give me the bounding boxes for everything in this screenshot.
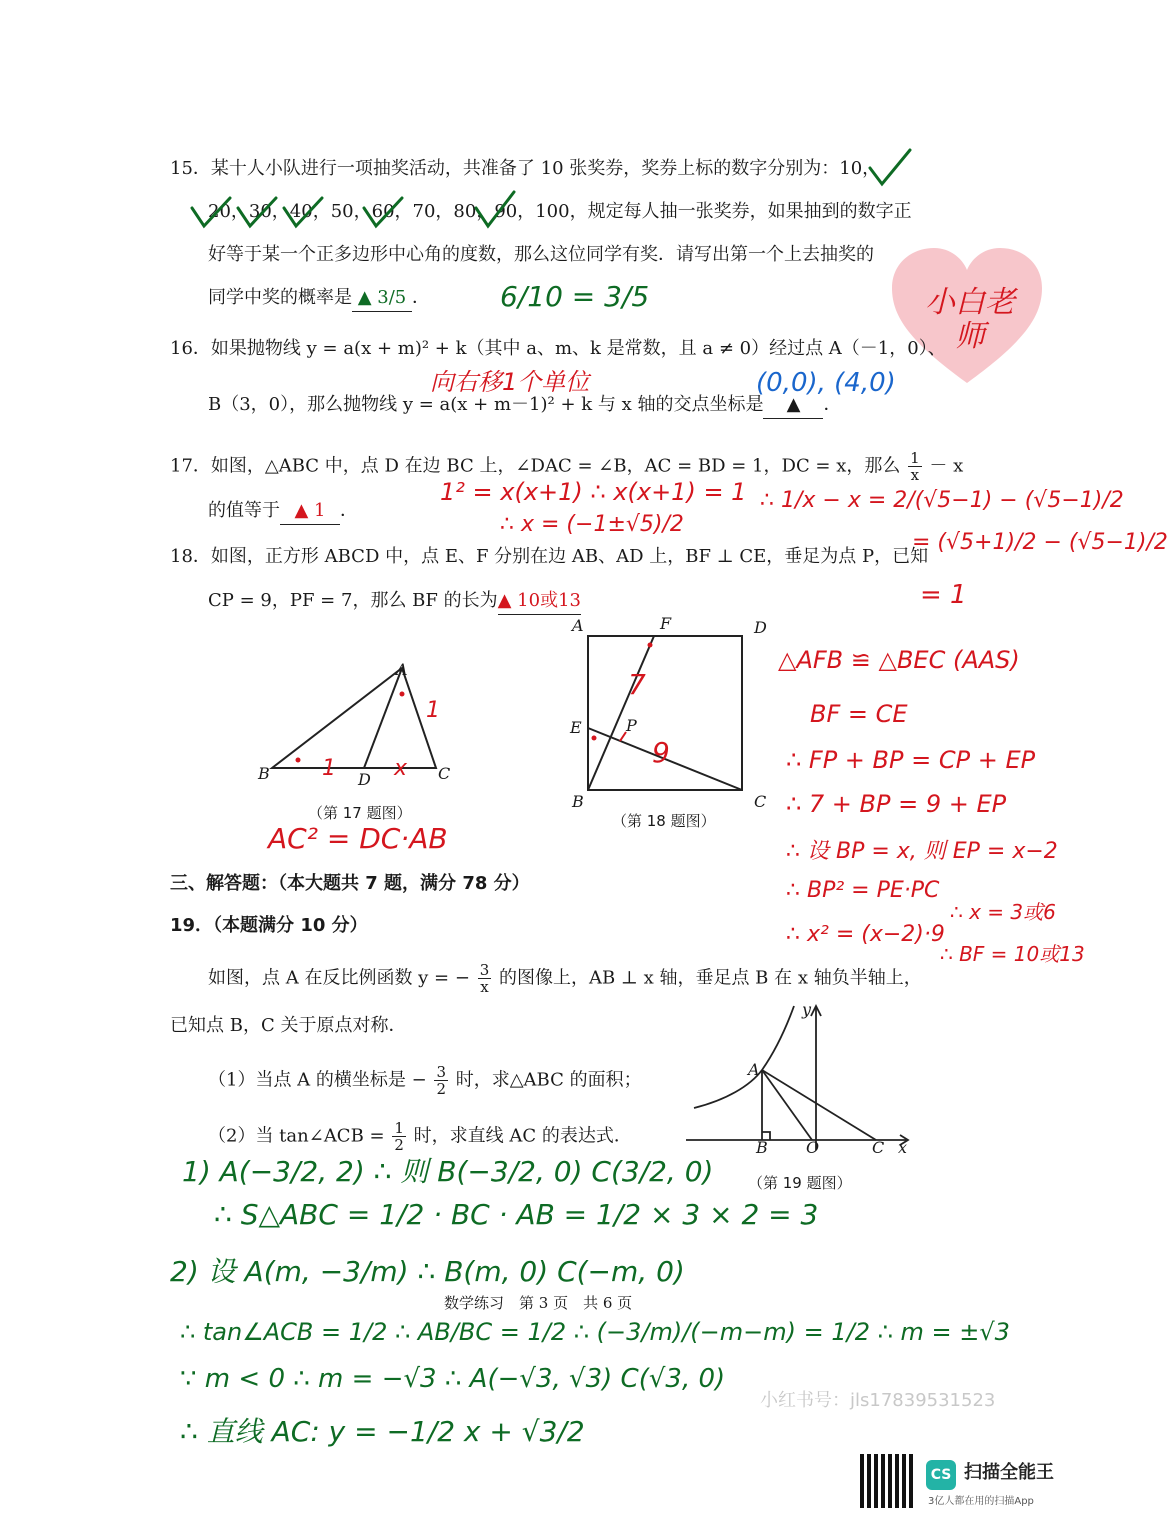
q15-checkmarks	[180, 148, 920, 238]
qr-code	[860, 1454, 914, 1508]
q16-handwriting-answer: (0,0), (4,0)	[756, 368, 896, 398]
q17-line1-text: 17．如图，△ABC 中，点 D 在边 BC 上，∠DAC = ∠B，AC = BD = 1，DC = x，那么	[170, 455, 901, 477]
cs-logo: CS	[926, 1460, 956, 1490]
q18-hw-3: ∴ FP + BP = CP + EP	[786, 746, 1036, 774]
fig19-caption: （第 19 题图）	[748, 1174, 852, 1192]
q17-line2: 的值等于 ▲ 1 ．	[208, 498, 358, 525]
q19-part1	[208, 1064, 642, 1097]
q19-part1-tail: 时，求△ABC 的面积；	[455, 1069, 642, 1091]
fig19-label-o: O	[806, 1138, 820, 1157]
q16-answer: ▲	[763, 392, 823, 419]
q19-part1-num: 3	[436, 1063, 446, 1081]
fig19-label-x: x	[898, 1138, 908, 1157]
q19-frac-num: 3	[479, 961, 490, 979]
fig17-label-d: D	[358, 770, 371, 789]
q18-line2	[208, 588, 581, 615]
app-tagline: 3亿人都在用的扫描App	[928, 1496, 1034, 1507]
fig17-label-c: C	[438, 764, 451, 783]
q19-part1-text: （1）当点 A 的横坐标是 −	[208, 1069, 427, 1091]
q19-line1-tail: 的图像上，AB ⊥ x 轴，垂足点 B 在 x 轴负半轴上，	[498, 967, 922, 989]
q15-line2: 20，30，40，50，60，70，80，90，100，规定每人抽一张奖券，如果抽到的数字正	[208, 201, 912, 222]
q19-part2-den: 2	[394, 1136, 404, 1154]
fig17-mark-dc: x	[394, 756, 408, 781]
q18-hw-7: ∴ x² = (x−2)·9	[786, 922, 945, 947]
q17-answer: ▲ 1	[280, 498, 340, 525]
q18-hw-8: ∴ x = 3或6	[950, 900, 1056, 924]
q19-hw-4: ∴ tan∠ACB = 1/2 ∴ AB/BC = 1/2 ∴ (−3/m)/(−m−m) = 1/2 ∴ m = ±√3	[180, 1318, 1010, 1346]
fig17-label-b: B	[258, 764, 270, 783]
fig18-label-f: F	[660, 614, 672, 633]
q15-line4: 同学中奖的概率是 ▲ 3/5 ．	[208, 285, 430, 312]
q16-line1: 16．如果抛物线 y = a(x + m)² + k（其中 a、m、k 是常数，且 a ≠ 0）经过点 A（－1，0）、	[170, 338, 946, 359]
q17-hw-2: ∴ x = (−1±√5)/2	[500, 512, 684, 537]
fig18-mark-pc: 9	[652, 736, 670, 769]
q18-line2-text: CP = 9，PF = 7，那么 BF 的长为	[208, 590, 498, 611]
stamp-text: 小白老师	[925, 285, 1015, 354]
q19-fraction	[478, 962, 492, 995]
fig18-caption: （第 18 题图）	[612, 812, 716, 830]
q17-hw-4: = (√5+1)/2 − (√5−1)/2	[912, 530, 1168, 555]
fig17-handwriting: AC² = DC·AB	[268, 822, 448, 855]
q19-line2: 已知点 B，C 关于原点对称．	[170, 1015, 407, 1036]
q19-hw-3: 2) 设 A(m, −3/m) ∴ B(m, 0) C(−m, 0)	[170, 1255, 685, 1288]
q19-part2-text: （2）当 tan∠ACB =	[208, 1125, 385, 1147]
fig17-mark-bd: 1	[322, 756, 336, 781]
q17-line1-tail: － x	[929, 455, 964, 477]
fig18-label-a: A	[572, 616, 584, 635]
q16-line2: B（3，0），那么抛物线 y = a(x + m－1)² + k 与 x 轴的交点坐标是 ▲ ．	[208, 392, 841, 419]
fig18-mark-pf: 7	[628, 668, 646, 701]
q19-part2-num: 1	[394, 1119, 404, 1137]
figure-19	[686, 1004, 910, 1154]
q19-hw-1: 1) A(−3/2, 2) ∴ 则 B(−3/2, 0) C(3/2, 0)	[182, 1155, 714, 1188]
q19-part1-fraction	[434, 1064, 448, 1097]
fig18-label-d: D	[754, 618, 767, 637]
q19-part2-tail: 时，求直线 AC 的表达式．	[413, 1125, 632, 1147]
q18-hw-9: ∴ BF = 10或13	[940, 942, 1085, 966]
q15-line1: 15．某十人小队进行一项抽奖活动，共准备了 10 张奖券，奖券上标的数字分别为：10，	[170, 158, 881, 179]
watermark: 小红书号：jls17839531523	[760, 1390, 996, 1411]
q19-frac-den: x	[480, 978, 489, 996]
q16-handwriting-shift: 向右移1个单位	[430, 368, 590, 396]
q17-hw-5: = 1	[920, 580, 967, 610]
q15-line4-text: 同学中奖的概率是	[208, 287, 352, 308]
fig17-label-a: A	[396, 660, 408, 679]
fig19-label-a: A	[748, 1060, 760, 1079]
fig17-mark-ac: 1	[426, 698, 440, 723]
q18-line1: 18．如图，正方形 ABCD 中，点 E、F 分别在边 AB、AD 上，BF ⊥ CE，垂足为点 P，已知	[170, 546, 929, 567]
q19-title: 19．（本题满分 10 分）	[170, 915, 368, 936]
q17-hw-1: 1² = x(x+1) ∴ x(x+1) = 1	[440, 478, 747, 506]
fig18-label-c: C	[754, 792, 767, 811]
q19-line1	[208, 962, 922, 995]
q17-fraction	[908, 450, 922, 483]
fig18-label-b: B	[572, 792, 584, 811]
q15-handwriting: 6/10 = 3/5	[500, 280, 650, 313]
q17-frac-den: x	[910, 466, 920, 484]
section-3-heading: 三、解答题：（本大题共 7 题，满分 78 分）	[170, 873, 530, 894]
q17-frac-num: 1	[910, 449, 920, 467]
page-footer: 数学练习 第 3 页 共 6 页	[444, 1294, 633, 1312]
q18-hw-2: BF = CE	[810, 700, 908, 728]
q16-line2-text: B（3，0），那么抛物线 y = a(x + m－1)² + k 与 x 轴的交点坐标是	[208, 394, 764, 415]
q19-part2-fraction	[392, 1120, 406, 1153]
fig18-label-e: E	[570, 718, 582, 737]
scanner-app-badge	[860, 1448, 1070, 1512]
q18-hw-5: ∴ 设 BP = x, 则 EP = x−2	[786, 839, 1058, 864]
q18-answer: ▲ 10或13	[498, 588, 581, 615]
q18-hw-1: △AFB ≌ △BEC (AAS)	[778, 646, 1020, 674]
fig19-label-b: B	[756, 1138, 768, 1157]
q17-line2-text: 的值等于	[208, 500, 280, 521]
figure-18	[588, 636, 748, 796]
app-name: 扫描全能王	[964, 1462, 1054, 1483]
fig17-caption: （第 17 题图）	[308, 804, 412, 822]
fig19-label-c: C	[872, 1138, 885, 1157]
q19-part2	[208, 1120, 632, 1153]
q19-line1-text: 如图，点 A 在反比例函数 y = −	[208, 967, 470, 989]
q18-hw-4: ∴ 7 + BP = 9 + EP	[786, 790, 1007, 818]
fig18-label-p: P	[626, 716, 637, 735]
q15-line3: 好等于某一个正多边形中心角的度数，那么这位同学有奖．请写出第一个上去抽奖的	[208, 244, 874, 265]
q19-part1-den: 2	[436, 1080, 446, 1098]
q19-hw-5: ∵ m < 0 ∴ m = −√3 ∴ A(−√3, √3) C(√3, 0)	[180, 1364, 726, 1394]
q18-hw-6: ∴ BP² = PE·PC	[786, 878, 940, 903]
q15-answer: ▲ 3/5	[352, 285, 412, 312]
q19-hw-2: ∴ S△ABC = 1/2 · BC · AB = 1/2 × 3 × 2 = 3	[214, 1198, 819, 1231]
q17-hw-3: ∴ 1/x − x = 2/(√5−1) − (√5−1)/2	[760, 488, 1124, 513]
fig19-label-y: y	[802, 1000, 812, 1019]
q19-hw-6: ∴ 直线 AC: y = −1/2 x + √3/2	[180, 1415, 585, 1448]
